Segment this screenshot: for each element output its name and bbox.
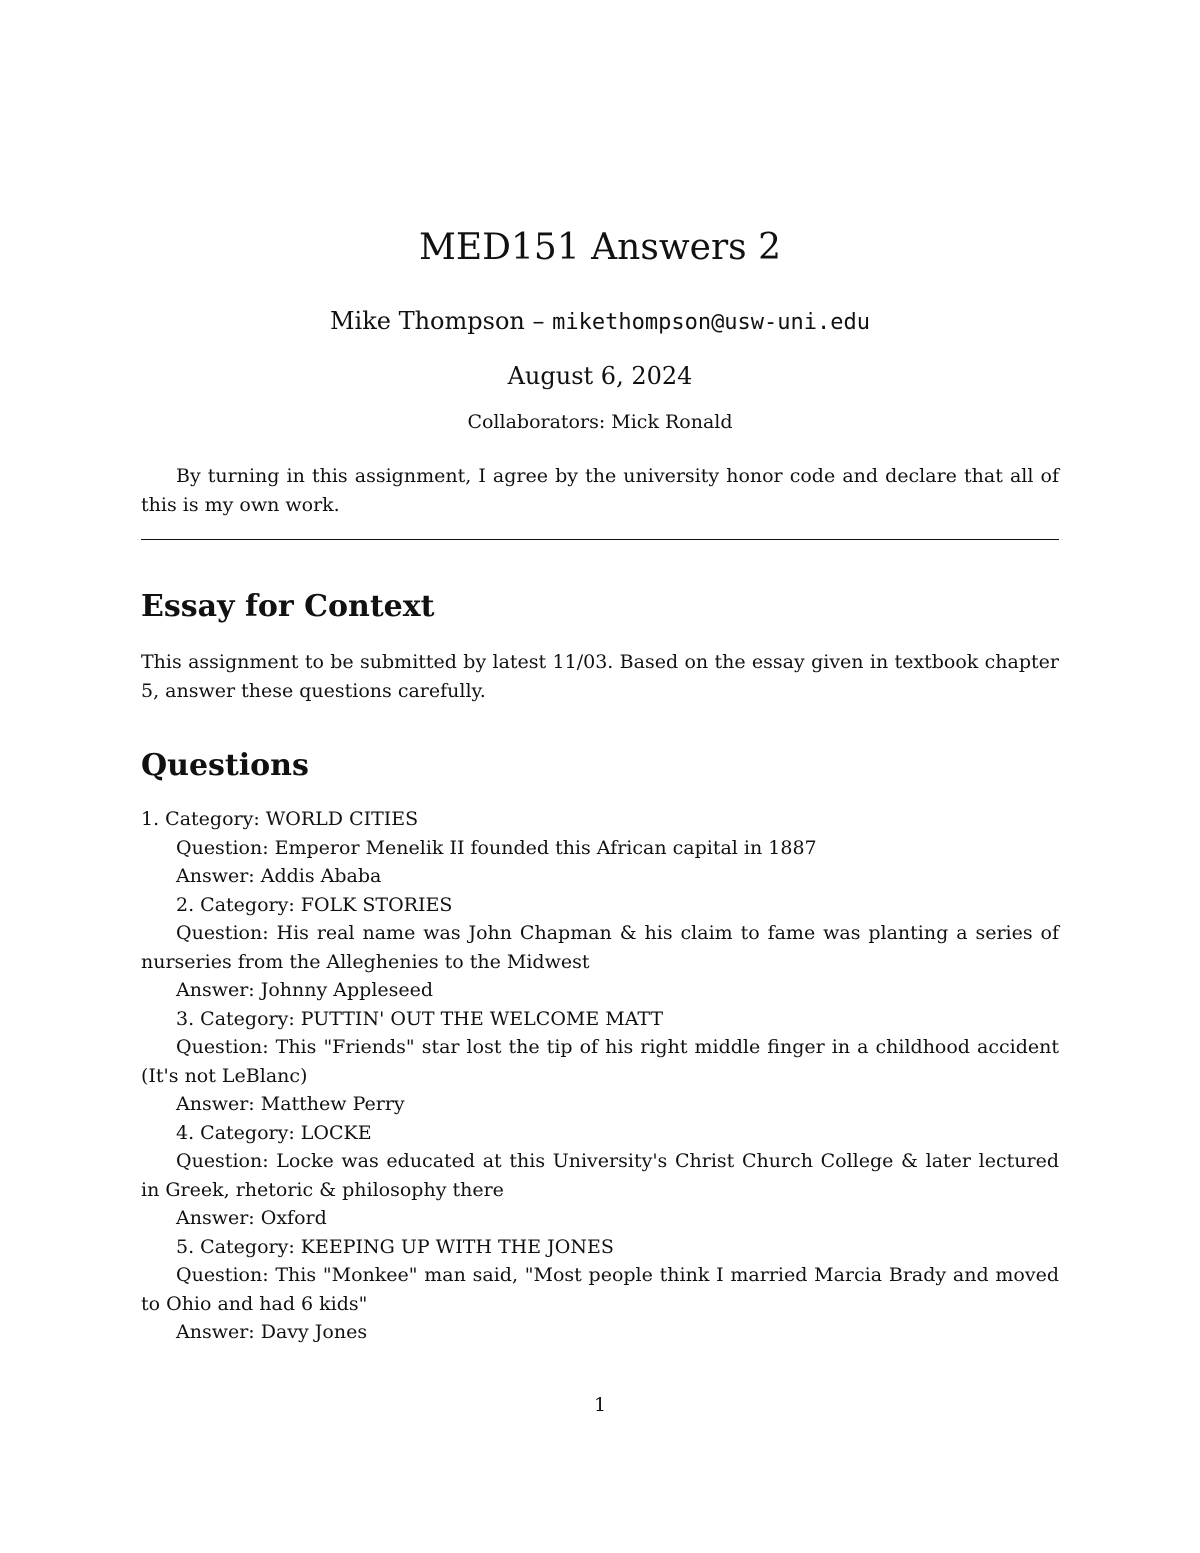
author-name: Mike Thompson <box>329 307 525 335</box>
section-heading-questions: Questions <box>141 748 309 783</box>
essay-paragraph: This assignment to be submitted by latest 11/03. Based on the essay given in textbook chapter 5, answer these questions carefully. <box>141 651 1059 702</box>
question-answer: Answer: Davy Jones <box>176 1321 368 1343</box>
horizontal-rule <box>141 539 1059 540</box>
question-text: Question: This "Monkee" man said, "Most people think I married Marcia Brady and moved to Ohio and had 6 kids" <box>141 1264 1059 1315</box>
document-date: August 6, 2024 <box>507 362 693 390</box>
page-number: 1 <box>593 1394 607 1416</box>
question-answer: Answer: Matthew Perry <box>176 1093 405 1115</box>
honor-statement: By turning in this assignment, I agree by the university honor code and declare that all of this is my own work. <box>141 465 1059 516</box>
document-title: MED151 Answers 2 <box>419 227 781 268</box>
author-separator: – <box>524 307 553 335</box>
question-text: Question: Emperor Menelik II founded this African capital in 1887 <box>176 836 817 859</box>
collaborators-line: Collaborators: Mick Ronald <box>467 411 733 433</box>
question-text: Question: His real name was John Chapman & his claim to fame was planting a series of nurseries from the Alleghenies to the Midwest <box>141 922 1059 973</box>
question-category: 1. Category: WORLD CITIES <box>141 808 419 830</box>
question-text: Question: This "Friends" star lost the tip of his right middle finger in a childhood accident (It's not LeBlanc) <box>141 1036 1059 1087</box>
question-category: 2. Category: FOLK STORIES <box>176 893 453 916</box>
question-category: 5. Category: KEEPING UP WITH THE JONES <box>176 1235 614 1258</box>
question-text: Question: Locke was educated at this University's Christ Church College & later lectured in Greek, rhetoric & philosophy there <box>141 1150 1059 1201</box>
questions-list <box>141 805 1059 1347</box>
question-answer: Answer: Oxford <box>176 1207 327 1229</box>
question-category: 3. Category: PUTTIN' OUT THE WELCOME MATT <box>176 1007 664 1030</box>
question-answer: Answer: Addis Ababa <box>176 865 382 887</box>
question-category: 4. Category: LOCKE <box>176 1121 372 1144</box>
author-email: mikethompson@usw-uni.edu <box>552 310 871 335</box>
question-answer: Answer: Johnny Appleseed <box>176 979 434 1001</box>
author-line <box>0 306 1200 338</box>
section-heading-essay: Essay for Context <box>141 589 435 624</box>
